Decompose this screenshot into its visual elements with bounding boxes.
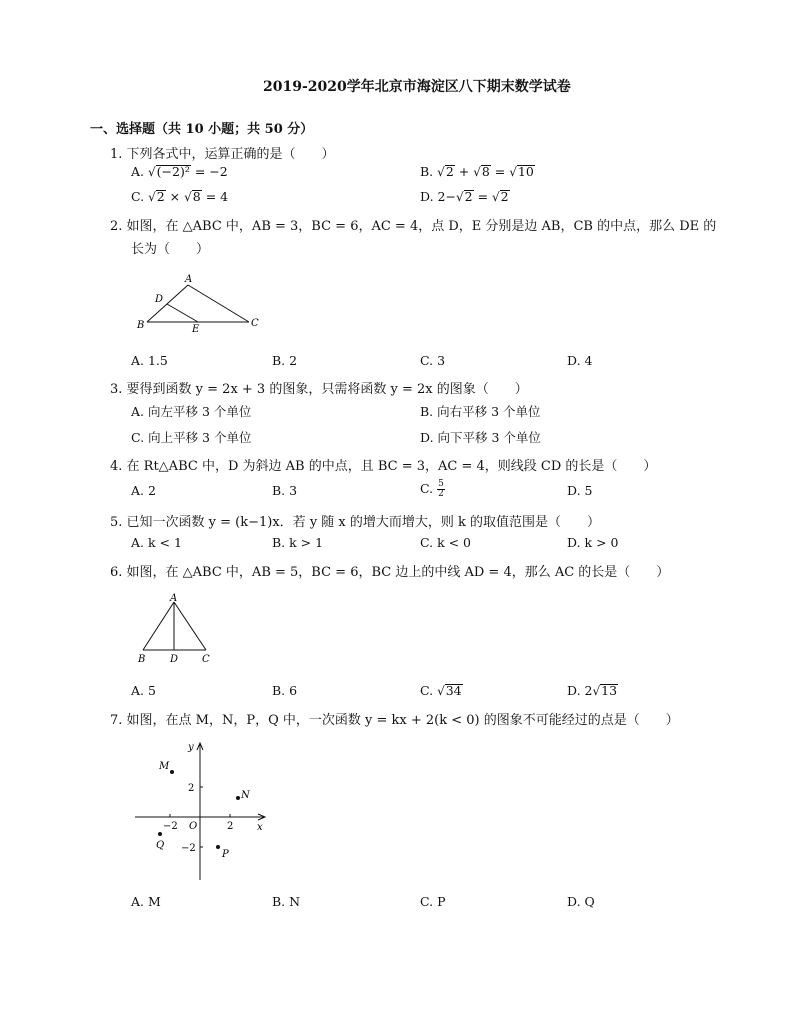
label-b: B	[137, 320, 145, 331]
x-axis-label: x	[257, 822, 263, 833]
q2-option-a[interactable]: A. 1.5	[131, 353, 168, 368]
q3-option-c[interactable]: C. 向上平移 3 个单位	[131, 430, 252, 445]
q5-option-b[interactable]: B. k > 1	[272, 535, 324, 550]
question-7-stem: 7. 如图，在点 M，N，P，Q 中，一次函数 y = kx + 2(k < 0) 的图象不可能经过的点是（ ）	[110, 713, 679, 728]
sqrt-icon: √	[437, 165, 445, 179]
label-d: D	[155, 294, 164, 305]
section-heading: 一、选择题（共 10 小题；共 50 分）	[90, 122, 314, 137]
q1-option-a[interactable]: A. √(−2)² = −2	[131, 164, 228, 179]
point-n	[236, 796, 240, 800]
sqrt-icon: √	[473, 165, 481, 179]
q1-option-b[interactable]: B. √2 + √8 = √10	[420, 164, 534, 179]
q4-option-a[interactable]: A. 2	[131, 483, 156, 498]
label-m: M	[159, 761, 170, 772]
q3-option-a[interactable]: A. 向左平移 3 个单位	[131, 404, 252, 419]
q6-option-d[interactable]: D. 2√13	[567, 683, 618, 698]
q6-option-c[interactable]: C. √34	[420, 683, 462, 698]
q4-option-b[interactable]: B. 3	[272, 483, 298, 498]
q4-option-d[interactable]: D. 5	[567, 483, 593, 498]
question-6-stem: 6. 如图，在 △ABC 中，AB = 5，BC = 6，BC 边上的中线 AD = 4，那么 AC 的长是（ ）	[110, 565, 670, 580]
tick-label-x-neg2: −2	[163, 821, 178, 832]
q3-option-b[interactable]: B. 向右平移 3 个单位	[420, 404, 541, 419]
q7-option-c[interactable]: C. P	[420, 894, 446, 909]
label-e: E	[192, 324, 200, 335]
question-2-stem-line1: 2. 如图，在 △ABC 中，AB = 3，BC = 6，AC = 4，点 D，E 分别是边 AB，CB 的中点，那么 DE 的	[110, 219, 717, 234]
q2-triangle-figure	[135, 270, 265, 335]
label-c: C	[251, 318, 259, 329]
label-q: Q	[156, 840, 165, 851]
label-n: N	[241, 790, 250, 801]
question-5-stem: 5. 已知一次函数 y = (k−1)x．若 y 随 x 的增大而增大，则 k 的取值范围是（ ）	[110, 515, 601, 530]
label-b: B	[138, 654, 146, 665]
label-a: A	[185, 274, 193, 285]
q6-option-a[interactable]: A. 5	[131, 683, 156, 698]
sqrt-icon: √	[455, 190, 464, 204]
q5-option-c[interactable]: C. k < 0	[420, 535, 472, 550]
tick-label-y-2: 2	[188, 783, 195, 794]
page-title: 2019-2020学年北京市海淀区八下期末数学试卷	[263, 79, 571, 95]
label-a: A	[170, 593, 178, 604]
fraction: $\frac{5}{2}$	[438, 479, 444, 499]
q5-option-d[interactable]: D. k > 0	[567, 535, 619, 550]
sqrt-icon: √	[492, 190, 500, 204]
question-2-stem-line2: 长为（ ）	[131, 242, 210, 257]
sqrt-icon: √	[437, 684, 445, 698]
label-c: C	[202, 654, 210, 665]
sqrt-icon: √	[148, 165, 156, 179]
question-4-stem: 4. 在 Rt△ABC 中，D 为斜边 AB 的中点，且 BC = 3，AC = 4，则线段 CD 的长是（ ）	[110, 459, 657, 474]
q4-option-c[interactable]: C. $\frac{5}{2}$	[420, 479, 444, 499]
origin-label: O	[189, 821, 198, 832]
point-p	[216, 845, 220, 849]
tick-label-y-neg2: −2	[181, 843, 196, 854]
q7-option-b[interactable]: B. N	[272, 894, 301, 909]
point-m	[170, 770, 174, 774]
tick-label-x-2: 2	[227, 821, 234, 832]
sqrt-icon: √	[148, 190, 156, 204]
q2-option-b[interactable]: B. 2	[272, 353, 298, 368]
question-1-stem: 1. 下列各式中，运算正确的是（ ）	[110, 147, 335, 162]
sqrt-icon: √	[509, 165, 517, 179]
q1-option-c[interactable]: C. √2 × √8 = 4	[131, 189, 229, 204]
q1-option-d[interactable]: D. 2−√2 = √2	[420, 189, 509, 204]
y-axis-label: y	[188, 742, 194, 753]
q2-option-d[interactable]: D. 4	[567, 353, 593, 368]
question-3-stem: 3. 要得到函数 y = 2x + 3 的图象，只需将函数 y = 2x 的图象（ ）	[110, 382, 528, 397]
q5-option-a[interactable]: A. k < 1	[131, 535, 182, 550]
sqrt-icon: √	[184, 190, 192, 204]
q3-option-d[interactable]: D. 向下平移 3 个单位	[420, 430, 541, 445]
q7-option-a[interactable]: A. M	[131, 894, 161, 909]
q7-coordinate-figure	[130, 740, 275, 885]
q2-option-c[interactable]: C. 3	[420, 353, 446, 368]
point-q	[158, 832, 162, 836]
q7-option-d[interactable]: D. Q	[567, 894, 595, 909]
q6-triangle-figure	[133, 590, 218, 670]
sqrt-icon: √	[592, 684, 601, 698]
label-p: P	[222, 849, 229, 860]
q6-option-b[interactable]: B. 6	[272, 683, 298, 698]
label-d: D	[170, 654, 179, 665]
